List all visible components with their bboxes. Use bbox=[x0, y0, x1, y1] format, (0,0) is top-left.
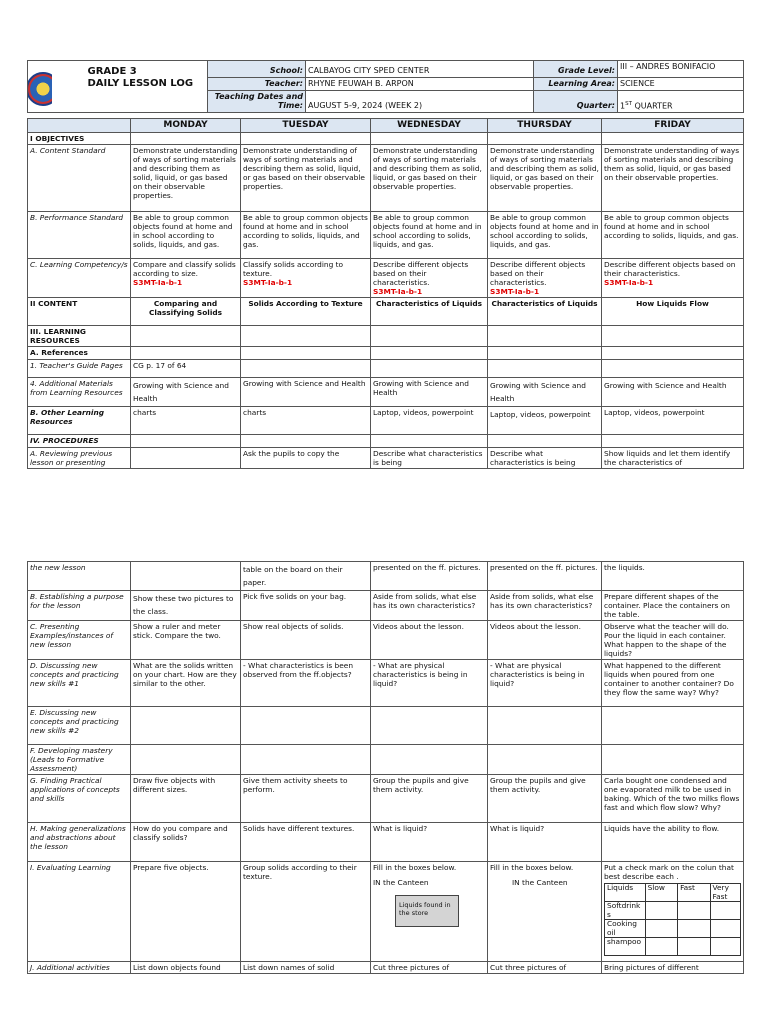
log-title-cell bbox=[52, 61, 208, 113]
dates-label bbox=[208, 90, 306, 112]
row-label: A. Reviewing previous lesson or presenting bbox=[28, 448, 131, 469]
other-resources-row bbox=[28, 407, 744, 435]
content-topic: How Liquids Flow bbox=[602, 298, 744, 326]
row-label: A. Content Standard bbox=[28, 145, 131, 212]
competency-code: S3MT-Ia-b-1 bbox=[243, 278, 293, 287]
check-table bbox=[604, 883, 741, 956]
row-label: I. Evaluating Learning bbox=[28, 862, 131, 962]
table-cell: What happened to the different liquids when poured from one container to another container? Do they flow the same way? Why? bbox=[602, 660, 744, 707]
day-friday: FRIDAY bbox=[602, 119, 744, 133]
row-label: C. Presenting Examples/instances of new lesson bbox=[28, 621, 131, 660]
check-box-cell[interactable] bbox=[645, 920, 677, 938]
additional-materials-row bbox=[28, 378, 744, 407]
establishing-row bbox=[28, 591, 744, 621]
table-cell: Describe what characteristics is being bbox=[488, 448, 602, 469]
teachers-guide-row bbox=[28, 360, 744, 378]
table-cell: Draw five objects with different sizes. bbox=[131, 775, 241, 823]
content-standard-row bbox=[28, 145, 744, 212]
performance-standard-row bbox=[28, 212, 744, 259]
learning-area-label: Learning Area: bbox=[534, 78, 618, 91]
quarter-superscript: ST bbox=[625, 100, 632, 107]
table-cell: Liquids have the ability to flow. bbox=[602, 823, 744, 862]
table-cell bbox=[371, 707, 488, 745]
dates-label-line2: Time: bbox=[277, 101, 303, 110]
table-cell: Growing with Science and Health bbox=[241, 378, 371, 407]
table-cell: What is liquid? bbox=[488, 823, 602, 862]
header-section bbox=[27, 60, 743, 113]
quarter-label: Quarter: bbox=[534, 90, 618, 112]
table-cell: Be able to group common objects found at home and in school according to solids, liquids, and gas. bbox=[131, 212, 241, 259]
row-label: G. Finding Practical applications of concepts and skills bbox=[28, 775, 131, 823]
table-cell bbox=[488, 707, 602, 745]
lesson-table-1 bbox=[27, 118, 744, 469]
learning-resources-row bbox=[28, 326, 744, 347]
row-label: E. Discussing new concepts and practicing new skills #2 bbox=[28, 707, 131, 745]
table-cell: Laptop, videos, powerpoint bbox=[488, 407, 602, 435]
table-cell: Videos about the lesson. bbox=[488, 621, 602, 660]
table-cell: Be able to group common objects found at home and in school according to solids, liquids, and gas. bbox=[602, 212, 744, 259]
grade-level-label: Grade Level: bbox=[534, 61, 618, 78]
day-header-row bbox=[28, 119, 744, 133]
table-cell: Aside from solids, what else has its own characteristics? bbox=[371, 591, 488, 621]
table-cell bbox=[371, 745, 488, 775]
quarter-text: QUARTER bbox=[631, 101, 673, 111]
row-label: H. Making generalizations and abstractions about the lesson bbox=[28, 823, 131, 862]
table-cell: Be able to group common objects found at home and in school according to solids, liquids, and gas. bbox=[488, 212, 602, 259]
school-value: CALBAYOG CITY SPED CENTER bbox=[306, 61, 534, 78]
objectives-row bbox=[28, 133, 744, 145]
lesson-table-part-2 bbox=[27, 561, 743, 974]
table-cell bbox=[241, 259, 371, 298]
table-cell: Aside from solids, what else has its own characteristics? bbox=[488, 591, 602, 621]
table-cell: Videos about the lesson. bbox=[371, 621, 488, 660]
table-cell: Ask the pupils to copy the bbox=[241, 448, 371, 469]
row-label: the new lesson bbox=[28, 562, 131, 591]
table-cell: What is liquid? bbox=[371, 823, 488, 862]
table-cell: charts bbox=[241, 407, 371, 435]
table-cell bbox=[241, 360, 371, 378]
row-label: B. Other Learning Resources bbox=[28, 407, 131, 435]
table-cell: List down objects found bbox=[131, 962, 241, 974]
competency-text: Classify solids according to texture. bbox=[243, 260, 344, 278]
check-box-cell[interactable] bbox=[678, 938, 710, 956]
table-cell: the liquids. bbox=[602, 562, 744, 591]
competency-text: Describe different objects based on their characteristics. bbox=[490, 260, 586, 287]
table-cell: Cut three pictures of bbox=[488, 962, 602, 974]
table-cell: presented on the ff. pictures. bbox=[488, 562, 602, 591]
check-box-cell[interactable] bbox=[710, 938, 740, 956]
table-cell: Describe what characteristics is being bbox=[371, 448, 488, 469]
table-cell: CG p. 17 of 64 bbox=[131, 360, 241, 378]
table-cell bbox=[131, 259, 241, 298]
table-cell: Demonstrate understanding of ways of sorting materials and describing them as solid, liquid, or gas based on their observable properties. bbox=[371, 145, 488, 212]
check-box-cell[interactable] bbox=[678, 920, 710, 938]
row-label: 1. Teacher's Guide Pages bbox=[28, 360, 131, 378]
table-cell: Prepare five objects. bbox=[131, 862, 241, 962]
teacher-value: RHYNE FEUWAH B. ARPON bbox=[306, 78, 534, 91]
table-cell: How do you compare and classify solids? bbox=[131, 823, 241, 862]
evaluating-text: Fill in the boxes below. bbox=[373, 863, 457, 872]
dates-value: AUGUST 5-9, 2024 (WEEK 2) bbox=[306, 90, 534, 112]
table-cell bbox=[602, 707, 744, 745]
lesson-table-2 bbox=[27, 561, 744, 974]
day-thursday: THURSDAY bbox=[488, 119, 602, 133]
mastery-row bbox=[28, 745, 744, 775]
row-label: II CONTENT bbox=[28, 298, 131, 326]
corner-cell bbox=[28, 119, 131, 133]
table-cell: Bring pictures of different bbox=[602, 962, 744, 974]
table-cell: Show these two pictures to the class. bbox=[131, 591, 241, 621]
evaluating-text: Fill in the boxes below. bbox=[490, 863, 574, 872]
table-cell bbox=[241, 745, 371, 775]
canteen-label: IN the Canteen bbox=[373, 878, 429, 887]
table-cell: Growing with Science and Health bbox=[371, 378, 488, 407]
procedures-row bbox=[28, 435, 744, 448]
table-cell bbox=[131, 448, 241, 469]
table-cell: Growing with Science and Health bbox=[488, 378, 602, 407]
row-label: 4. Additional Materials from Learning Resources bbox=[28, 378, 131, 407]
table-cell: Laptop, videos, powerpoint bbox=[602, 407, 744, 435]
discussing-2-row bbox=[28, 707, 744, 745]
table-cell bbox=[602, 862, 744, 962]
daily-lesson-log-title: DAILY LESSON LOG bbox=[87, 78, 194, 89]
table-cell: Solids have different textures. bbox=[241, 823, 371, 862]
learning-area-value: SCIENCE bbox=[618, 78, 744, 91]
check-box-cell[interactable] bbox=[645, 938, 677, 956]
day-wednesday: WEDNESDAY bbox=[371, 119, 488, 133]
row-label: B. Performance Standard bbox=[28, 212, 131, 259]
check-box-cell[interactable] bbox=[710, 902, 740, 920]
quarter-value bbox=[618, 90, 744, 112]
row-label: B. Establishing a purpose for the lesson bbox=[28, 591, 131, 621]
row-label: D. Discussing new concepts and practicing new skills #1 bbox=[28, 660, 131, 707]
additional-activities-row bbox=[28, 962, 744, 974]
table-cell: Pick five solids on your bag. bbox=[241, 591, 371, 621]
competency-text: Compare and classify solids according to size. bbox=[133, 260, 236, 278]
content-row bbox=[28, 298, 744, 326]
content-topic: Comparing and Classifying Solids bbox=[131, 298, 241, 326]
competency-code: S3MT-Ia-b-1 bbox=[490, 287, 540, 296]
store-box: Liquids found in the store bbox=[395, 895, 459, 927]
check-box-cell[interactable] bbox=[678, 902, 710, 920]
table-cell bbox=[131, 745, 241, 775]
presenting-row bbox=[28, 621, 744, 660]
content-topic: Characteristics of Liquids bbox=[488, 298, 602, 326]
table-cell: Demonstrate understanding of ways of sorting materials and describing them as solid, liquid, or gas based on their observable properties. bbox=[241, 145, 371, 212]
table-cell bbox=[371, 259, 488, 298]
generalizations-row bbox=[28, 823, 744, 862]
table-cell bbox=[371, 862, 488, 962]
learning-resources-heading: III. LEARNING RESOURCES bbox=[28, 326, 131, 347]
competency-code: S3MT-Ia-b-1 bbox=[133, 278, 183, 287]
day-monday: MONDAY bbox=[131, 119, 241, 133]
table-cell: Group the pupils and give them activity. bbox=[371, 775, 488, 823]
table-cell: - What characteristics is been observed from the ff.objects? bbox=[241, 660, 371, 707]
discussing-1-row bbox=[28, 660, 744, 707]
table-cell: Show liquids and let them identify the characteristics of bbox=[602, 448, 744, 469]
teacher-label: Teacher: bbox=[208, 78, 306, 91]
references-heading: A. References bbox=[28, 347, 131, 360]
table-cell: Carla bought one condensed and one evaporated milk to be used in baking. Which of the two milks flows fast and which flow slow? Why? bbox=[602, 775, 744, 823]
deped-seal bbox=[28, 61, 52, 113]
row-label: C. Learning Competency/s bbox=[28, 259, 131, 298]
table-cell: Be able to group common objects found at home and in school according to solids, liquids, and gas. bbox=[371, 212, 488, 259]
check-table-header: Very Fast bbox=[710, 884, 740, 902]
table-cell: List down names of solid bbox=[241, 962, 371, 974]
table-cell bbox=[131, 707, 241, 745]
table-cell: Show a ruler and meter stick. Compare the two. bbox=[131, 621, 241, 660]
procedures-heading: IV. PROCEDURES bbox=[28, 435, 131, 448]
table-cell: Laptop, videos, powerpoint bbox=[371, 407, 488, 435]
table-cell: Group the pupils and give them activity. bbox=[488, 775, 602, 823]
table-cell: Group solids according to their texture. bbox=[241, 862, 371, 962]
table-cell bbox=[602, 259, 744, 298]
row-label: J. Additional activities bbox=[28, 962, 131, 974]
check-box-cell[interactable] bbox=[710, 920, 740, 938]
table-cell bbox=[131, 562, 241, 591]
table-cell bbox=[602, 745, 744, 775]
competency-text: Describe different objects based on their characteristics. bbox=[604, 260, 736, 278]
check-table-header: Slow bbox=[645, 884, 677, 902]
check-box-cell[interactable] bbox=[645, 902, 677, 920]
row-label: F. Developing mastery (Leads to Formative Assessment) bbox=[28, 745, 131, 775]
table-cell bbox=[488, 862, 602, 962]
references-row bbox=[28, 347, 744, 360]
table-cell: Observe what the teacher will do. Pour the liquid in each container. What happen to the shape of the liquids? bbox=[602, 621, 744, 660]
grade-level-value: III – ANDRES BONIFACIO bbox=[618, 61, 744, 78]
table-cell: presented on the ff. pictures. bbox=[371, 562, 488, 591]
table-cell: Show real objects of solids. bbox=[241, 621, 371, 660]
table-cell: Be able to group common objects found at home and in school according to solids, liquids, and gas. bbox=[241, 212, 371, 259]
table-cell bbox=[371, 360, 488, 378]
table-cell: table on the board on their paper. bbox=[241, 562, 371, 591]
table-cell: Growing with Science and Health bbox=[131, 378, 241, 407]
competency-row bbox=[28, 259, 744, 298]
content-topic: Solids According to Texture bbox=[241, 298, 371, 326]
table-cell: Demonstrate understanding of ways of sorting materials and describing them as solid, liquid, or gas based on their observable properties. bbox=[488, 145, 602, 212]
table-cell bbox=[602, 360, 744, 378]
practical-row bbox=[28, 775, 744, 823]
day-tuesday: TUESDAY bbox=[241, 119, 371, 133]
lesson-table-part-1 bbox=[27, 118, 743, 469]
reviewing-row-part-1 bbox=[28, 448, 744, 469]
grade-title: GRADE 3 bbox=[87, 66, 137, 77]
evaluating-row bbox=[28, 862, 744, 962]
content-topic: Characteristics of Liquids bbox=[371, 298, 488, 326]
table-cell: Cut three pictures of bbox=[371, 962, 488, 974]
quarter-number: 1 bbox=[620, 101, 626, 111]
check-table-item: shampoo bbox=[605, 938, 646, 956]
table-cell: - What are physical characteristics is being in liquid? bbox=[488, 660, 602, 707]
check-table-item: Cooking oil bbox=[605, 920, 646, 938]
dates-label-line1: Teaching Dates and bbox=[214, 91, 303, 101]
evaluating-text: Put a check mark on the colun that best describe each . bbox=[604, 863, 734, 881]
header-table bbox=[27, 60, 744, 113]
table-cell bbox=[488, 745, 602, 775]
school-label: School: bbox=[208, 61, 306, 78]
table-cell: Demonstrate understanding of ways of sorting materials and describing them as solid, liquid, or gas based on their observable properties. bbox=[131, 145, 241, 212]
competency-text: Describe different objects based on their characteristics. bbox=[373, 260, 469, 287]
table-cell: Give them activity sheets to perform. bbox=[241, 775, 371, 823]
table-cell bbox=[241, 707, 371, 745]
table-cell: Growing with Science and Health bbox=[602, 378, 744, 407]
table-cell: - What are physical characteristics is being in liquid? bbox=[371, 660, 488, 707]
competency-code: S3MT-Ia-b-1 bbox=[604, 278, 654, 287]
table-cell: Prepare different shapes of the container. Place the containers on the table. bbox=[602, 591, 744, 621]
table-cell: What are the solids written on your chart. How are they similar to the other. bbox=[131, 660, 241, 707]
objectives-heading: I OBJECTIVES bbox=[28, 133, 131, 145]
table-cell: charts bbox=[131, 407, 241, 435]
check-table-header: Fast bbox=[678, 884, 710, 902]
competency-code: S3MT-Ia-b-1 bbox=[373, 287, 423, 296]
canteen-label: IN the Canteen bbox=[512, 878, 568, 887]
check-table-item: Softdrinks bbox=[605, 902, 646, 920]
reviewing-row-part-2 bbox=[28, 562, 744, 591]
table-cell: Demonstrate understanding of ways of sorting materials and describing them as solid, liquid, or gas based on their observable properties. bbox=[602, 145, 744, 212]
table-cell bbox=[488, 360, 602, 378]
table-cell bbox=[488, 259, 602, 298]
check-table-header: Liquids bbox=[605, 884, 646, 902]
